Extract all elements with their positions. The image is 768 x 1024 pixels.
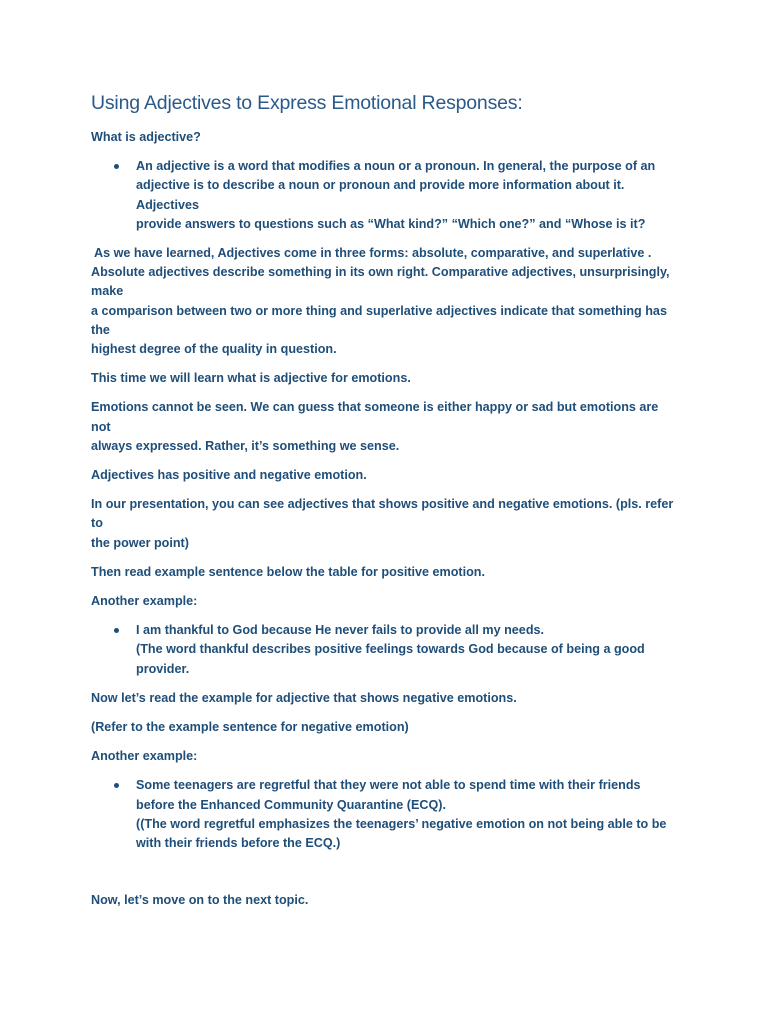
- another-example-heading: Another example:: [91, 594, 198, 609]
- this-time-paragraph: This time we will learn what is adjective for emotions.: [91, 371, 411, 386]
- bullet-dot-icon: [114, 164, 119, 169]
- negative-example-line: before the Enhanced Community Quarantine (ECQ).: [136, 797, 446, 812]
- definition-list: [91, 157, 680, 234]
- forms-paragraph: [91, 244, 680, 359]
- forms-line: a comparison between two or more thing and superlative adjectives indicate that something has the: [91, 303, 667, 337]
- definition-line: adjective is to describe a noun or pronoun and provide more information about it. Adjectives: [136, 178, 625, 212]
- emotions-line: Emotions cannot be seen. We can guess that someone is either happy or sad but emotions are not: [91, 400, 659, 434]
- forms-line: Absolute adjectives describe something in its own right. Comparative adjectives, unsurprisingly, make: [91, 265, 670, 299]
- read-example-paragraph: Then read example sentence below the table for positive emotion.: [91, 564, 485, 579]
- negative-example-list: [91, 776, 680, 853]
- negative-example-line: Some teenagers are regretful that they were not able to spend time with their friends: [136, 778, 641, 793]
- another-example-heading: Another example:: [91, 749, 198, 764]
- now-read-paragraph: Now let’s read the example for adjective that shows negative emotions.: [91, 690, 517, 705]
- positive-example-line: (The word thankful describes positive feelings towards God because of being a good provider.: [136, 642, 645, 676]
- definition-bullet: [91, 157, 680, 234]
- emotions-line: always expressed. Rather, it’s something we sense.: [91, 438, 400, 453]
- negative-example-line: ((The word regretful emphasizes the teenagers’ negative emotion on not being able to be: [136, 816, 667, 831]
- spacer: [91, 863, 680, 891]
- positive-example-list: [91, 621, 680, 679]
- presentation-paragraph: [91, 495, 680, 553]
- positive-example-line: I am thankful to God because He never fails to provide all my needs.: [136, 623, 545, 638]
- question-heading: What is adjective?: [91, 130, 201, 144]
- positive-example-bullet: [91, 621, 680, 679]
- forms-line: highest degree of the quality in question.: [91, 342, 337, 357]
- definition-line: provide answers to questions such as “What kind?” “Which one?” and “Whose is it?: [136, 216, 646, 231]
- negative-example-line: with their friends before the ECQ.): [136, 836, 341, 851]
- presentation-line: the power point): [91, 535, 189, 550]
- definition-line: An adjective is a word that modifies a noun or a pronoun. In general, the purpose of an: [136, 159, 656, 174]
- bullet-dot-icon: [114, 628, 119, 633]
- negative-example-bullet: [91, 776, 680, 853]
- refer-paragraph: (Refer to the example sentence for negative emotion): [91, 720, 409, 735]
- presentation-line: In our presentation, you can see adjectives that shows positive and negative emotions. (pls. refer to: [91, 497, 674, 531]
- move-on-paragraph: Now, let’s move on to the next topic.: [91, 893, 309, 908]
- bullet-dot-icon: [114, 783, 119, 788]
- positive-negative-paragraph: Adjectives has positive and negative emotion.: [91, 468, 367, 483]
- emotions-paragraph: [91, 398, 680, 456]
- forms-line: As we have learned, Adjectives come in three forms: absolute, comparative, and superlative .: [91, 246, 652, 261]
- document-title: Using Adjectives to Express Emotional Responses:: [91, 92, 523, 114]
